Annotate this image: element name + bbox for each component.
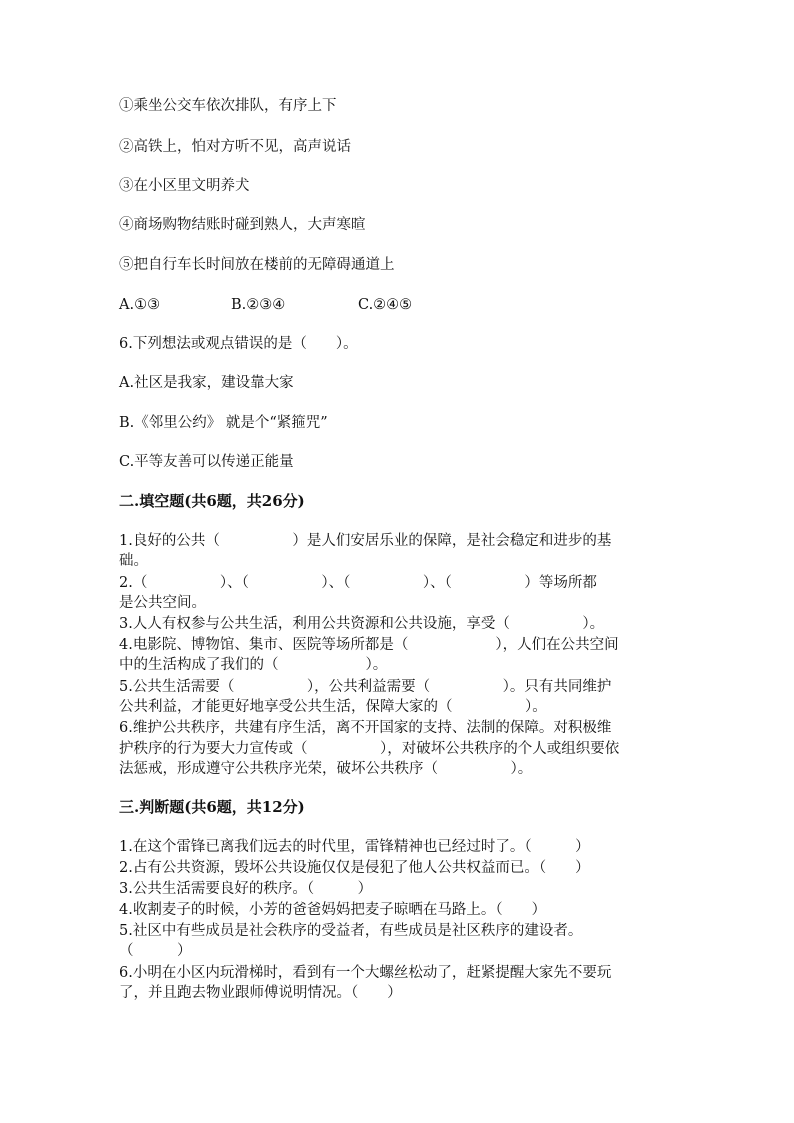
section-title: 二.填空题(共6题，共26分) — [119, 492, 305, 510]
list-item: ③在小区里文明养犬 — [119, 178, 250, 194]
question-line: 2.占有公共资源，毁坏公共设施仅仅是侵犯了他人公共权益而已。（ ） — [119, 860, 590, 876]
question-line: 1.良好的公共（ ）是人们安居乐业的保障，是社会稳定和进步的基 — [119, 533, 612, 549]
option-b: B.②③④ — [231, 297, 286, 313]
option-a: A.社区是我家，建设靠大家 — [119, 375, 294, 391]
question-line: 5.公共生活需要（ ），公共利益需要（ ）。只有共同维护 — [119, 679, 612, 695]
question-line: 础。 — [119, 553, 148, 569]
option-c: C.②④⑤ — [358, 297, 413, 313]
question-line: 4.电影院、博物馆、集市、医院等场所都是（ ），人们在公共空间 — [119, 637, 619, 653]
question-line: 3.公共生活需要良好的秩序。（ ） — [119, 881, 373, 897]
option-c: C.平等友善可以传递正能量 — [119, 454, 294, 470]
question-line: 公共利益，才能更好地享受公共生活，保障大家的（ ）。 — [119, 699, 547, 715]
question-stem: 6.下列想法或观点错误的是（ ）。 — [119, 336, 358, 352]
list-item: ⑤把自行车长时间放在楼前的无障碍通道上 — [119, 257, 395, 273]
question-line: 法惩戒，形成遵守公共秩序光荣，破坏公共秩序（ ）。 — [119, 761, 533, 777]
question-line: （ ） — [119, 943, 192, 959]
option-b: B.《邻里公约》 就是个“紧箍咒” — [119, 415, 328, 431]
question-line: 中的生活构成了我们的（ ）。 — [119, 657, 388, 673]
question-line: 是公共空间。 — [119, 595, 206, 611]
question-line: 3.人人有权参与公共生活，利用公共资源和公共设施，享受（ ）。 — [119, 616, 605, 632]
option-a: A.①③ — [119, 297, 161, 313]
question-line: 5.社区中有些成员是社会秩序的受益者，有些成员是社区秩序的建设者。 — [119, 923, 583, 939]
question-line: 4.收割麦子的时候，小芳的爸爸妈妈把麦子晾晒在马路上。（ ） — [119, 902, 547, 918]
section-title: 三.判断题(共6题，共12分) — [119, 798, 305, 816]
question-line: 了，并且跑去物业跟师傅说明情况。（ ） — [119, 985, 402, 1001]
q5-options — [119, 295, 412, 315]
question-line: 2.（ ）、（ ）、（ ）、（ ）等场所都 — [119, 575, 597, 591]
question-line: 护秩序的行为要大力宣传或（ ），对破坏公共秩序的个人或组织要依 — [119, 741, 620, 757]
list-item: ①乘坐公交车依次排队，有序上下 — [119, 98, 337, 114]
question-line: 1.在这个雷锋已离我们远去的时代里，雷锋精神也已经过时了。（ ） — [119, 839, 590, 855]
list-item: ②高铁上，怕对方听不见，高声说话 — [119, 139, 351, 155]
list-item: ④商场购物结账时碰到熟人，大声寒暄 — [119, 217, 366, 233]
question-line: 6.维护公共秩序，共建有序生活，离不开国家的支持、法制的保障。对积极维 — [119, 720, 612, 736]
question-line: 6.小明在小区内玩滑梯时，看到有一个大螺丝松动了，赶紧提醒大家先不要玩 — [119, 965, 612, 981]
